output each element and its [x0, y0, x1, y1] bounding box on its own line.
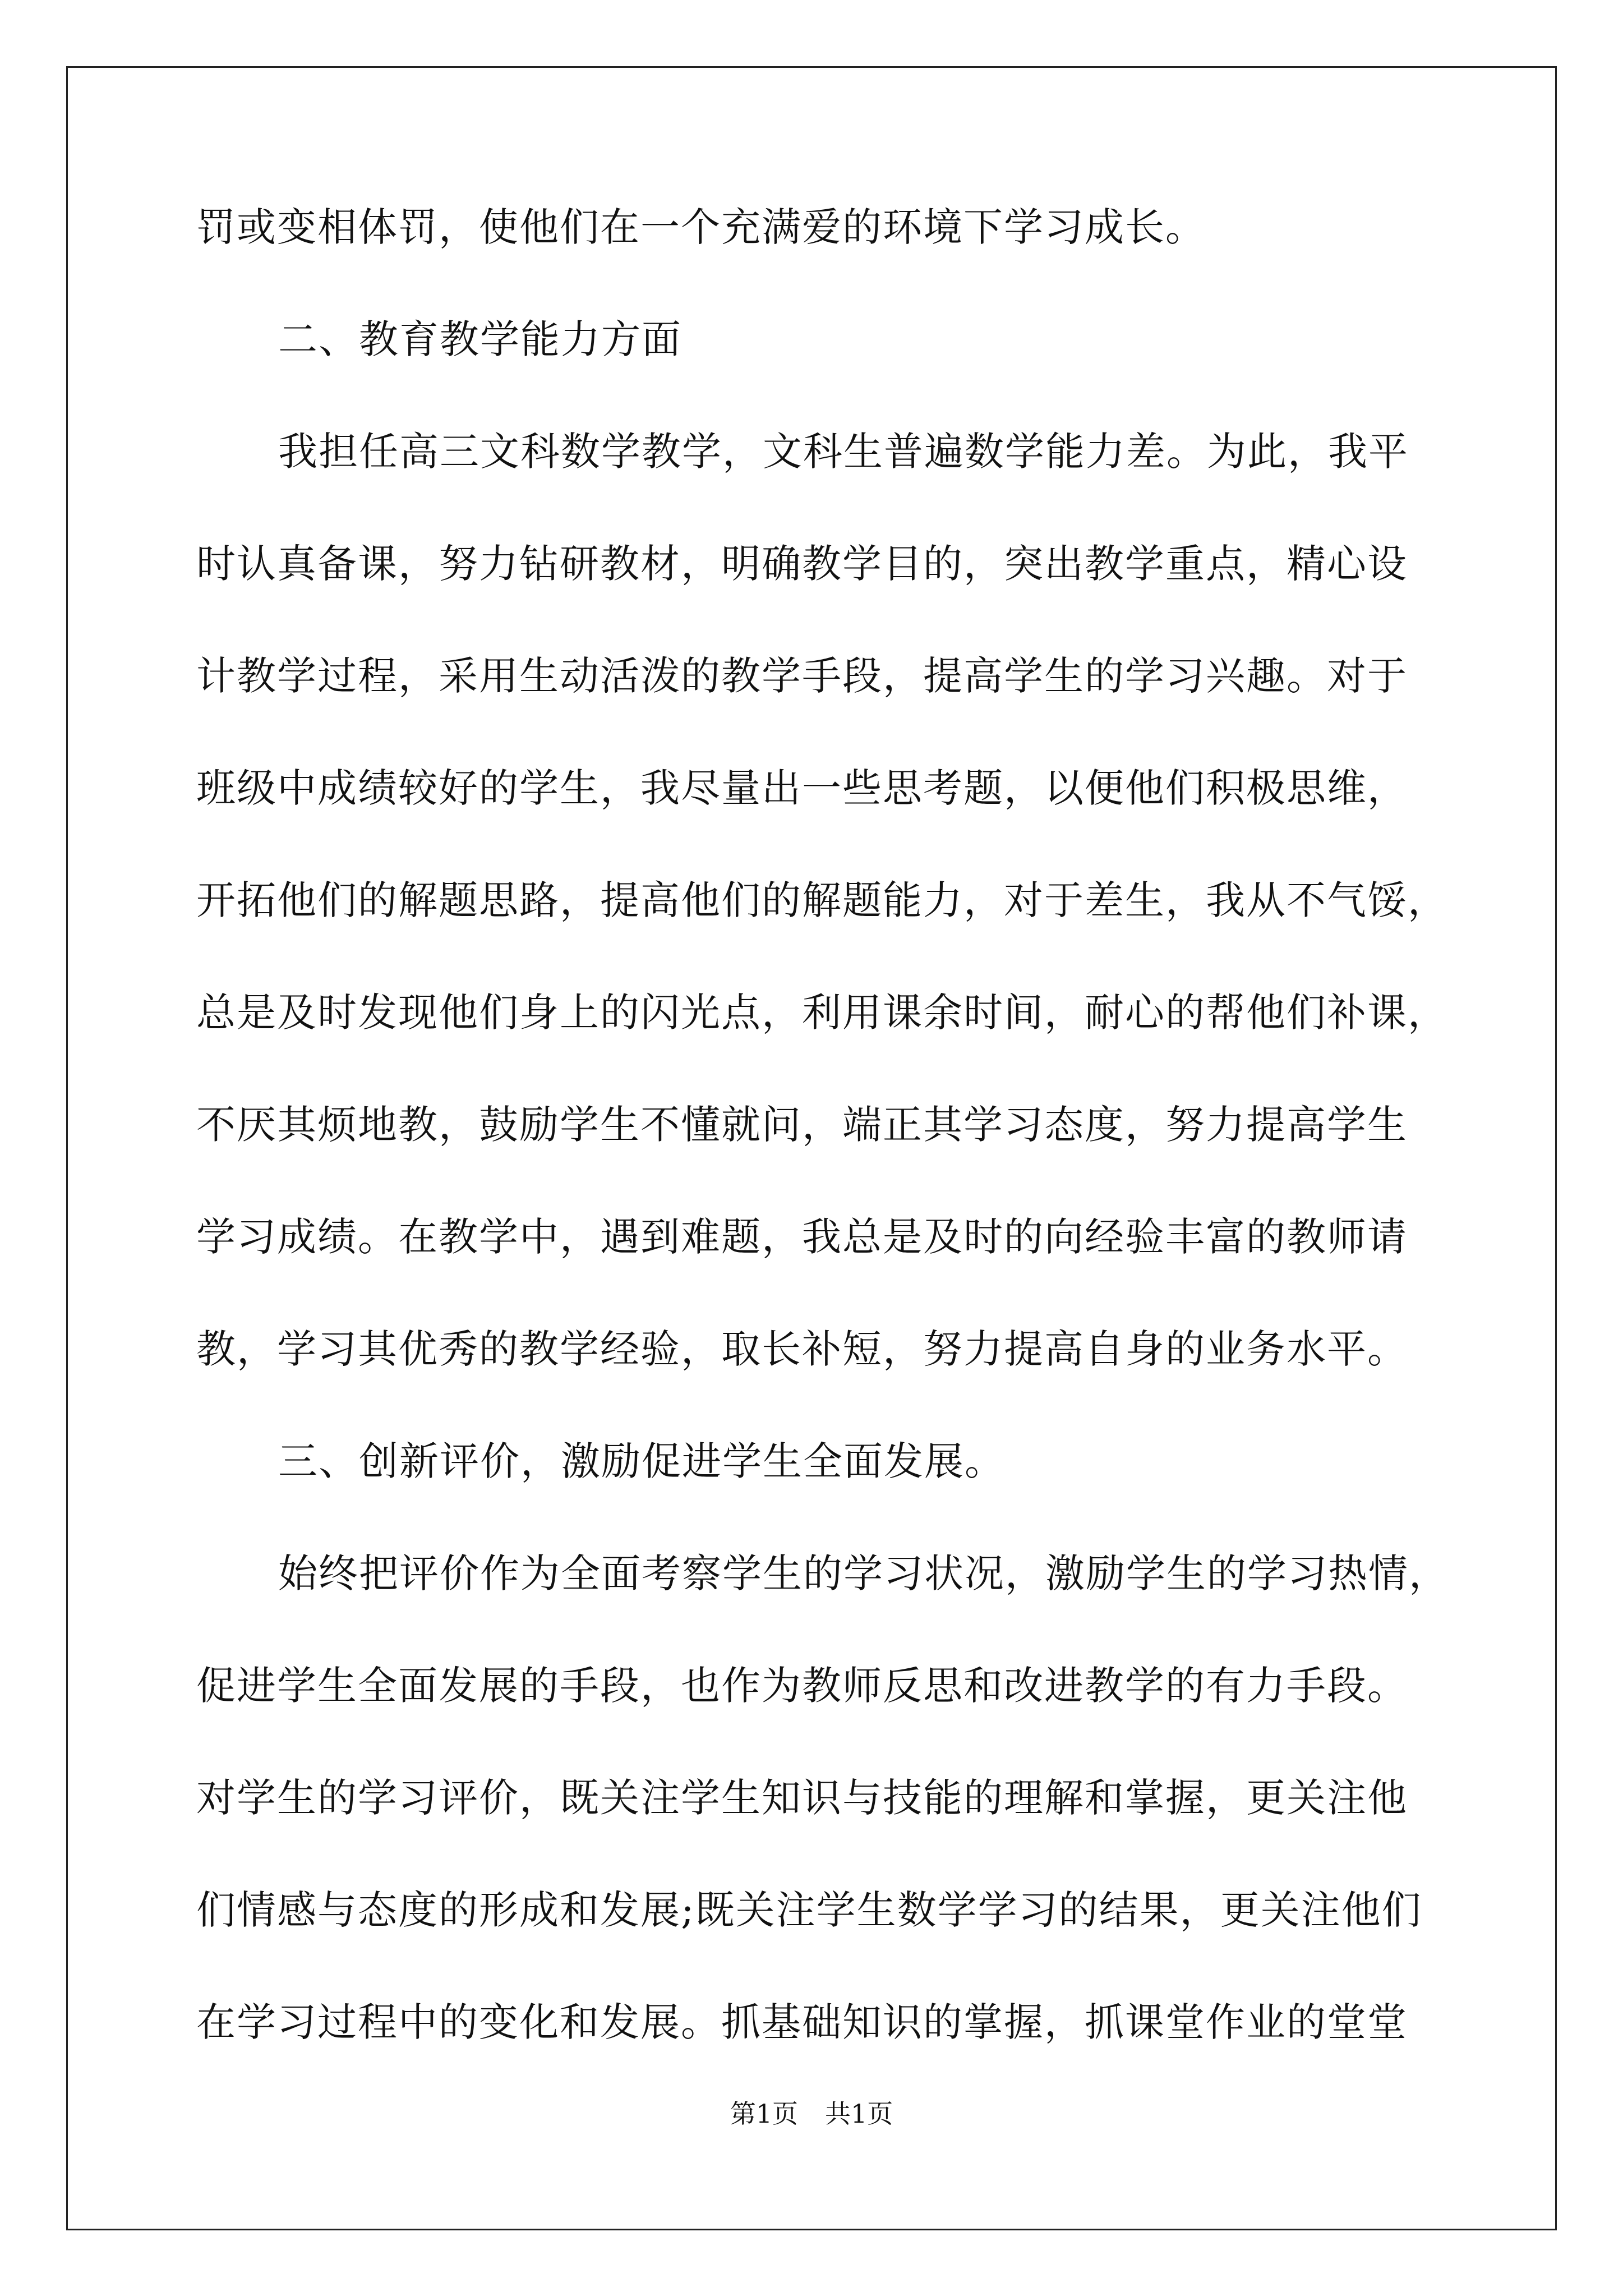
- section-heading-3: 三、创新评价，激励促进学生全面发展。: [278, 1438, 1005, 1484]
- body-line-11: 教，学习其优秀的教学经验，取长补短，努力提高自身的业务水平。: [196, 1326, 1408, 1372]
- body-line-16: 们情感与态度的形成和发展;既关注学生数学学习的结果，更关注他们: [196, 1887, 1422, 1933]
- body-line-5: 计教学过程，采用生动活泼的教学手段，提高学生的学习兴趣。对于: [196, 653, 1408, 699]
- body-line-7: 开拓他们的解题思路，提高他们的解题能力，对于差生，我从不气馁，: [196, 877, 1448, 923]
- body-line-6: 班级中成绩较好的学生，我尽量出一些思考题，以便他们积极思维，: [196, 765, 1408, 811]
- page-footer: [0, 2098, 1623, 2129]
- body-line-1: 罚或变相体罚，使他们在一个充满爱的环境下学习成长。: [196, 204, 1206, 250]
- body-line-15: 对学生的学习评价，既关注学生知识与技能的理解和掌握，更关注他: [196, 1775, 1408, 1821]
- body-line-9: 不厌其烦地教，鼓励学生不懂就问，端正其学习态度，努力提高学生: [196, 1102, 1408, 1148]
- body-line-17: 在学习过程中的变化和发展。抓基础知识的掌握，抓课堂作业的堂堂: [196, 1999, 1408, 2045]
- body-line-8: 总是及时发现他们身上的闪光点，利用课余时间，耐心的帮他们补课，: [196, 990, 1448, 1036]
- body-line-4: 时认真备课，努力钻研教材，明确教学目的，突出教学重点，精心设: [196, 541, 1408, 587]
- body-line-13: 始终把评价作为全面考察学生的学习状况，激励学生的学习热情，: [278, 1550, 1449, 1596]
- body-line-10: 学习成绩。在教学中，遇到难题，我总是及时的向经验丰富的教师请: [196, 1214, 1408, 1260]
- page-number-current: 第1页: [730, 2099, 798, 2129]
- body-line-3: 我担任高三文科数学教学，文科生普遍数学能力差。为此，我平: [278, 429, 1409, 475]
- section-heading-2: 二、教育教学能力方面: [278, 316, 682, 362]
- page-number-total: 共1页: [825, 2099, 893, 2129]
- body-line-14: 促进学生全面发展的手段，也作为教师反思和改进教学的有力手段。: [196, 1663, 1408, 1709]
